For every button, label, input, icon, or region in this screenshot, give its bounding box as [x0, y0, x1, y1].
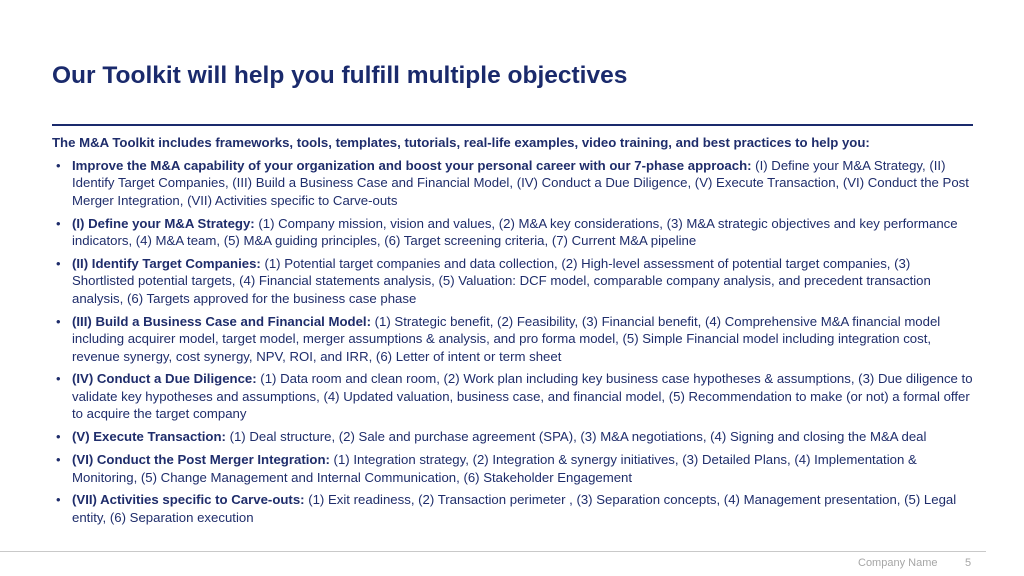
- list-item: [52, 255, 974, 307]
- page-number: 5: [965, 557, 972, 569]
- bullet-icon: •: [56, 313, 61, 329]
- objectives-list: [52, 157, 974, 532]
- list-item: [52, 491, 974, 526]
- list-item: [52, 451, 974, 486]
- list-item: [52, 215, 974, 250]
- bullet-icon: •: [56, 429, 61, 445]
- bullet-icon: •: [56, 452, 61, 468]
- bullet-icon: •: [56, 215, 61, 231]
- bullet-heading: (V) Execute Transaction:: [72, 429, 226, 445]
- bullet-text: (1) Data room and clean room, (2) Work plan including key business case hypotheses & assumptions, (3) Due diligence to validate key hypotheses and assumptions, (4) Updated valuation, business case, and financial model, (5) Recommendation to make (or not) a formal offer to acquire the target company: [72, 371, 973, 422]
- list-item: [52, 370, 974, 422]
- bullet-text: (1) Exit readiness, (2) Transaction perimeter , (3) Separation concepts, (4) Management presentation, (5) Legal entity, (6) Separation execution: [72, 492, 957, 525]
- intro-text: The M&A Toolkit includes frameworks, tools, templates, tutorials, real-life examples, video training, and best practices to help you:: [52, 135, 870, 150]
- bullet-heading: Improve the M&A capability of your organization and boost your personal career with our 7-phase approach:: [72, 158, 752, 173]
- bullet-icon: •: [56, 371, 61, 387]
- bullet-icon: •: [56, 492, 61, 508]
- slide-title: Our Toolkit will help you fulfill multiple objectives: [52, 62, 628, 89]
- bullet-text: (1) Integration strategy, (2) Integration & synergy initiatives, (3) Detailed Plans, (4) Implementation & Monitoring, (5) Change Management and Internal Communication, (6) Stakeholder Engagement: [72, 452, 917, 485]
- list-item: [52, 313, 974, 365]
- footer-divider: [0, 551, 986, 552]
- bullet-heading: (III) Build a Business Case and Financial Model:: [72, 313, 371, 329]
- list-item: [52, 428, 974, 445]
- bullet-heading: (VI) Conduct the Post Merger Integration:: [72, 452, 330, 468]
- bullet-icon: •: [56, 256, 61, 272]
- bullet-heading: (IV) Conduct a Due Diligence:: [72, 371, 257, 387]
- bullet-text: (1) Company mission, vision and values, (2) M&A key considerations, (3) M&A strategic objectives and key performance indicators, (4) M&A team, (5) M&A guiding principles, (6) Target screening criteria, (7) Current M&A pipeline: [72, 215, 958, 249]
- bullet-text: (1) Strategic benefit, (2) Feasibility, (3) Financial benefit, (4) Comprehensive M&A financial model including acquirer model, target model, merger assumptions & analysis, and pro forma model, (5) Simple Financial model including integration cost, revenue synergy, cost synergy, NPV, ROI, and IRR, (6) Letter of intent or term sheet: [72, 313, 941, 364]
- bullet-icon: •: [56, 158, 61, 173]
- bullet-text: (1) Potential target companies and data collection, (2) High-level assessment of potential target companies, (3) Shortlisted potential targets, (4) Financial statements analysis, (5) Valuation: DCF model, comparable company analysis, and precedent transaction analysis, (6) Targets approved for the business case phase: [72, 256, 931, 306]
- bullet-heading: (VII) Activities specific to Carve-outs:: [72, 492, 305, 508]
- list-item: [52, 157, 974, 209]
- bullet-text: (1) Deal structure, (2) Sale and purchase agreement (SPA), (3) M&A negotiations, (4) Signing and closing the M&A deal: [225, 429, 927, 445]
- footer-company-name: Company Name: [858, 557, 938, 569]
- bullet-text: (I) Define your M&A Strategy, (II) Identify Target Companies, (III) Build a Business Case and Financial Model, (IV) Conduct a Due Diligence, (V) Execute Transaction, (VI) Conduct the Post Merger Integration, (VII) Activities specific to Carve-outs: [72, 158, 969, 208]
- bullet-heading: (II) Identify Target Companies:: [72, 256, 261, 272]
- title-underline: [52, 124, 973, 126]
- bullet-heading: (I) Define your M&A Strategy:: [72, 215, 255, 231]
